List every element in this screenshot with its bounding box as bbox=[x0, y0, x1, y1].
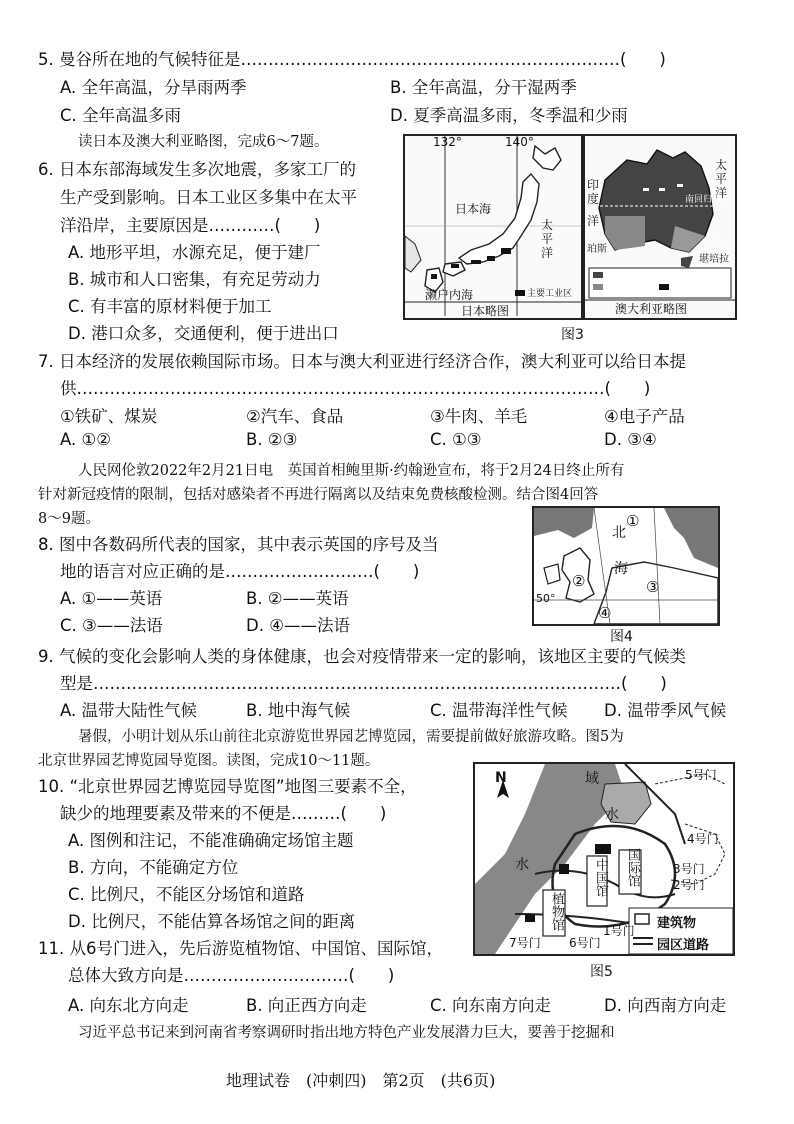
aus-label-pacific-1: 太 bbox=[715, 158, 728, 172]
passage-10-11-line1: 暑假，小明计划从乐山前往北京游览世界园艺博览园，需要提前做好旅游攻略。图5为 bbox=[78, 729, 624, 745]
aus-label-pacific-3: 洋 bbox=[715, 186, 728, 200]
label-plant-pavilion: 植物馆 bbox=[549, 892, 564, 931]
q9-stem-line1: 9. 气候的变化会影响人类的身体健康，也会对疫情带来一定的影响，该地区主要的气候类 bbox=[38, 647, 686, 666]
q5-option-d[interactable]: D. 夏季高温多雨，冬季温和少雨 bbox=[390, 106, 628, 125]
label-pacific-1: 太 bbox=[541, 218, 554, 232]
north-arrow-label: N bbox=[495, 770, 507, 786]
q6-stem-line2: 生产受到影响。日本工业区多集中在太平 bbox=[60, 188, 357, 207]
passage-8-9-line3: 8～9题。 bbox=[38, 511, 100, 527]
q9-option-d[interactable]: D. 温带季风气候 bbox=[604, 701, 727, 720]
q10-stem-line1: 10. “北京世界园艺博览园导览图”地图三要素不全， bbox=[38, 777, 417, 796]
q10-option-b[interactable]: B. 方向，不能确定方位 bbox=[68, 858, 239, 877]
australia-map-graphic bbox=[585, 136, 735, 318]
q10-option-a[interactable]: A. 图例和注记，不能准确确定场馆主题 bbox=[68, 831, 354, 850]
label-china-pavilion: 中国馆 bbox=[593, 858, 608, 897]
label-pacific-2: 平 bbox=[541, 232, 554, 246]
aus-label-pacific-2: 平 bbox=[715, 172, 728, 186]
japan-lon-132: 132° bbox=[433, 135, 462, 149]
q8-stem-line1: 8. 图中各数码所代表的国家，其中表示英国的序号及当 bbox=[38, 535, 439, 554]
q11-stem-line2: 总体大致方向是…………………………( ) bbox=[68, 966, 395, 985]
aus-label-sydney: 悉尼 bbox=[703, 240, 723, 251]
q7-stem-line2: 供……………………………………………………………………………………( ) bbox=[60, 379, 651, 398]
label-gate-2: 2号门 bbox=[673, 878, 705, 892]
q8-stem-line2: 地的语言对应正确的是………………………( ) bbox=[60, 562, 420, 581]
japan-map bbox=[403, 134, 583, 320]
q5-option-c[interactable]: C. 全年高温多雨 bbox=[60, 106, 182, 125]
q7-item-1: ①铁矿、煤炭 bbox=[60, 407, 158, 426]
q10-option-d[interactable]: D. 比例尺，不能估算各场馆之间的距离 bbox=[68, 912, 356, 931]
label-water-2: 水 bbox=[515, 857, 529, 873]
q7-option-b[interactable]: B. ②③ bbox=[246, 430, 298, 449]
aus-label-india-2: 度 bbox=[587, 192, 600, 206]
q11-option-b[interactable]: B. 向正西方向走 bbox=[246, 996, 367, 1015]
label-water-1: 水 bbox=[605, 807, 619, 823]
q9-option-a[interactable]: A. 温带大陆性气候 bbox=[60, 701, 197, 720]
legend-park-road: 园区道路 bbox=[657, 938, 710, 953]
map-number-1: ① bbox=[626, 512, 640, 530]
map-number-3: ③ bbox=[646, 578, 660, 596]
label-sea-of-japan: 日本海 bbox=[455, 202, 492, 216]
label-gate-1: 1号门 bbox=[603, 924, 635, 938]
label-pacific-3: 洋 bbox=[541, 246, 554, 260]
passage-12-line1: 习近平总书记来到河南省考察调研时指出地方特色产业发展潜力巨大，要善于挖掘和 bbox=[78, 1025, 615, 1041]
q7-option-c[interactable]: C. ①③ bbox=[430, 430, 482, 449]
q9-stem-line2: 型是……………………………………………………………………………………( ) bbox=[60, 674, 667, 693]
q8-option-d[interactable]: D. ④——法语 bbox=[246, 616, 350, 635]
q8-option-c[interactable]: C. ③——法语 bbox=[60, 616, 163, 635]
legend-building: 建筑物 bbox=[657, 916, 697, 931]
q6-stem-line1: 6. 日本东部海域发生多次地震，多家工厂的 bbox=[38, 160, 356, 179]
q7-item-2: ②汽车、食品 bbox=[246, 407, 344, 426]
figure4-caption: 图4 bbox=[610, 629, 633, 645]
map-number-2: ② bbox=[572, 572, 586, 590]
q6-option-d[interactable]: D. 港口众多，交通便利，便于进出口 bbox=[68, 324, 339, 343]
japan-lon-140: 140° bbox=[505, 135, 534, 149]
passage-8-9-line1: 人民网伦敦2022年2月21日电 英国首相鲍里斯·约翰逊宣布，将于2月24日终止所有 bbox=[78, 463, 625, 479]
q5-stem: 5. 曼谷所在地的气候特征是……………………………………………………………( ) bbox=[38, 50, 666, 69]
q11-option-d[interactable]: D. 向西南方向走 bbox=[604, 996, 727, 1015]
label-inland-sea: 濑户内海 bbox=[425, 288, 474, 302]
australia-map-title: 澳大利亚略图 bbox=[615, 302, 688, 316]
label-region: 域 bbox=[585, 771, 599, 787]
q11-stem-line1: 11. 从6号门进入，先后游览植物馆、中国馆、国际馆， bbox=[38, 939, 443, 958]
intro-6-7: 读日本及澳大利亚略图，完成6～7题。 bbox=[78, 134, 329, 150]
q9-option-c[interactable]: C. 温带海洋性气候 bbox=[430, 701, 568, 720]
q8-option-a[interactable]: A. ①——英语 bbox=[60, 589, 163, 608]
aus-label-ocean: 洋 bbox=[587, 214, 600, 228]
q9-option-b[interactable]: B. 地中海气候 bbox=[246, 701, 351, 720]
australia-map bbox=[583, 134, 737, 320]
q7-item-3: ③牛肉、羊毛 bbox=[430, 407, 528, 426]
q8-option-b[interactable]: B. ②——英语 bbox=[246, 589, 349, 608]
label-gate-4: 4号门 bbox=[687, 832, 719, 846]
japan-map-title: 日本略图 bbox=[461, 304, 510, 318]
q5-option-b[interactable]: B. 全年高温，分干湿两季 bbox=[390, 78, 577, 97]
q11-option-a[interactable]: A. 向东北方向走 bbox=[68, 996, 189, 1015]
label-gate-3: 3号门 bbox=[673, 862, 705, 876]
aus-label-tropic: 南回归线 bbox=[685, 195, 722, 205]
q7-option-a[interactable]: A. ①② bbox=[60, 430, 112, 449]
q5-option-a[interactable]: A. 全年高温，分旱雨两季 bbox=[60, 78, 247, 97]
passage-10-11-line2: 北京世界园艺博览园导览图。读图，完成10～11题。 bbox=[38, 753, 380, 769]
legend-industry: 主要工业区 bbox=[527, 289, 573, 299]
map-number-4: ④ bbox=[598, 604, 612, 622]
q10-option-c[interactable]: C. 比例尺，不能区分场馆和道路 bbox=[68, 885, 305, 904]
label-sea: 海 bbox=[614, 561, 628, 577]
q7-stem-line1: 7. 日本经济的发展依赖国际市场。日本与澳大利亚进行经济合作，澳大利亚可以给日本提 bbox=[38, 352, 686, 371]
q7-option-d[interactable]: D. ③④ bbox=[604, 430, 657, 449]
q10-stem-line2: 缺少的地理要素及带来的不便是………( ) bbox=[60, 804, 387, 823]
figure3-caption: 图3 bbox=[561, 327, 584, 343]
label-intl-pavilion: 国际馆 bbox=[625, 848, 640, 887]
europe-map bbox=[532, 506, 720, 626]
q6-option-b[interactable]: B. 城市和人口密集，有充足劳动力 bbox=[68, 270, 321, 289]
q6-stem-line3: 洋沿岸，主要原因是…………( ) bbox=[60, 216, 321, 235]
label-gate-7: 7号门 bbox=[509, 936, 541, 950]
figure5-caption: 图5 bbox=[590, 964, 613, 980]
label-lat-50: 50° bbox=[536, 592, 556, 605]
q11-option-c[interactable]: C. 向东南方向走 bbox=[430, 996, 552, 1015]
page-footer: 地理试卷 (冲刺四) 第2页 (共6页) bbox=[226, 1071, 496, 1090]
q6-option-a[interactable]: A. 地形平坦，水源充足，便于建厂 bbox=[68, 243, 321, 262]
aus-label-canberra: 堪培拉 bbox=[699, 254, 729, 265]
expo-park-map bbox=[473, 762, 735, 956]
q6-option-c[interactable]: C. 有丰富的原材料便于加工 bbox=[68, 297, 272, 316]
label-gate-6: 6号门 bbox=[569, 936, 601, 950]
label-north: 北 bbox=[612, 525, 626, 541]
passage-8-9-line2: 针对新冠疫情的限制，包括对感染者不再进行隔离以及结束免费核酸检测。结合图4回答 bbox=[38, 487, 599, 503]
label-gate-5: 5号门 bbox=[685, 768, 717, 782]
aus-label-india-1: 印 bbox=[587, 178, 600, 192]
q7-item-4: ④电子产品 bbox=[604, 407, 685, 426]
aus-label-perth: 珀斯 bbox=[587, 244, 607, 255]
